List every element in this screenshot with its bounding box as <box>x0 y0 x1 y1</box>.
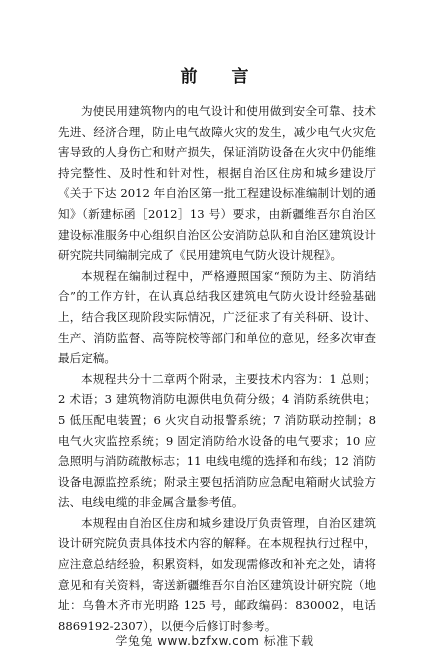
page-title: 前 言 <box>180 67 263 87</box>
document-body <box>58 101 376 636</box>
paragraph-purpose: 为使民用建筑物内的电气设计和使用做到安全可靠、技术先进、经济合理，防止电气故障火灾的发生，减少电气火灾危害导致的人身伤亡和财产损失，保证消防设备在火灾中仍能维持完整性、及时性和针对性，根据自治区住房和城乡建设厅《关于下达 2012 年自治区第一批工程建设标准编制计划的通知》（新建标函［2012］13 号）要求，由新疆维吾尔自治区建设标准服务中心组织自治区公安消防总队和自治区建筑设计研究院共同编制完成了《民用建筑电气防火设计规程》。 <box>58 104 376 263</box>
watermark-footer: 学兔兔 www.bzfxw.com 标准下载 <box>115 634 314 648</box>
paragraph-compilation: 本规程在编制过程中，严格遵照国家“预防为主、防消结合”的工作方针，在认真总结我区建筑电气防火设计经验基础上，结合我区现阶段实际情况，广泛征求了有关科研、设计、生产、消防监督、高等院校等部门和单位的意见，经多次审查最后定稿。 <box>58 268 376 366</box>
paragraph-administration: 本规程由自治区住房和城乡建设厅负责管理，自治区建筑设计研究院负责具体技术内容的解释。在本规程执行过程中，应注意总结经验，积累资料，如发现需修改和补充之处，请将意见和有关资料，寄送新疆维吾尔自治区建筑设计研究院（地址：乌鲁木齐市光明路 125 号，邮政编码：830002，电话 8869192-2307），以便今后修订时参考。 <box>58 515 376 633</box>
paragraph-contents: 本规程共分十二章两个附录，主要技术内容为：1 总则；2 术语；3 建筑物消防电源供电负荷分级；4 消防系统供电；5 低压配电装置；6 火灾自动报警系统；7 消防联动控制；8 电气火灾监控系统；9 固定消防给水设备的电气要求；10 应急照明与消防疏散标志；11 电线电缆的选择和布线；12 消防设备电源监控系统；附录主要包括消防应急配电箱耐火试验方法、电线电缆的非金属含量参考值。 <box>58 371 376 510</box>
